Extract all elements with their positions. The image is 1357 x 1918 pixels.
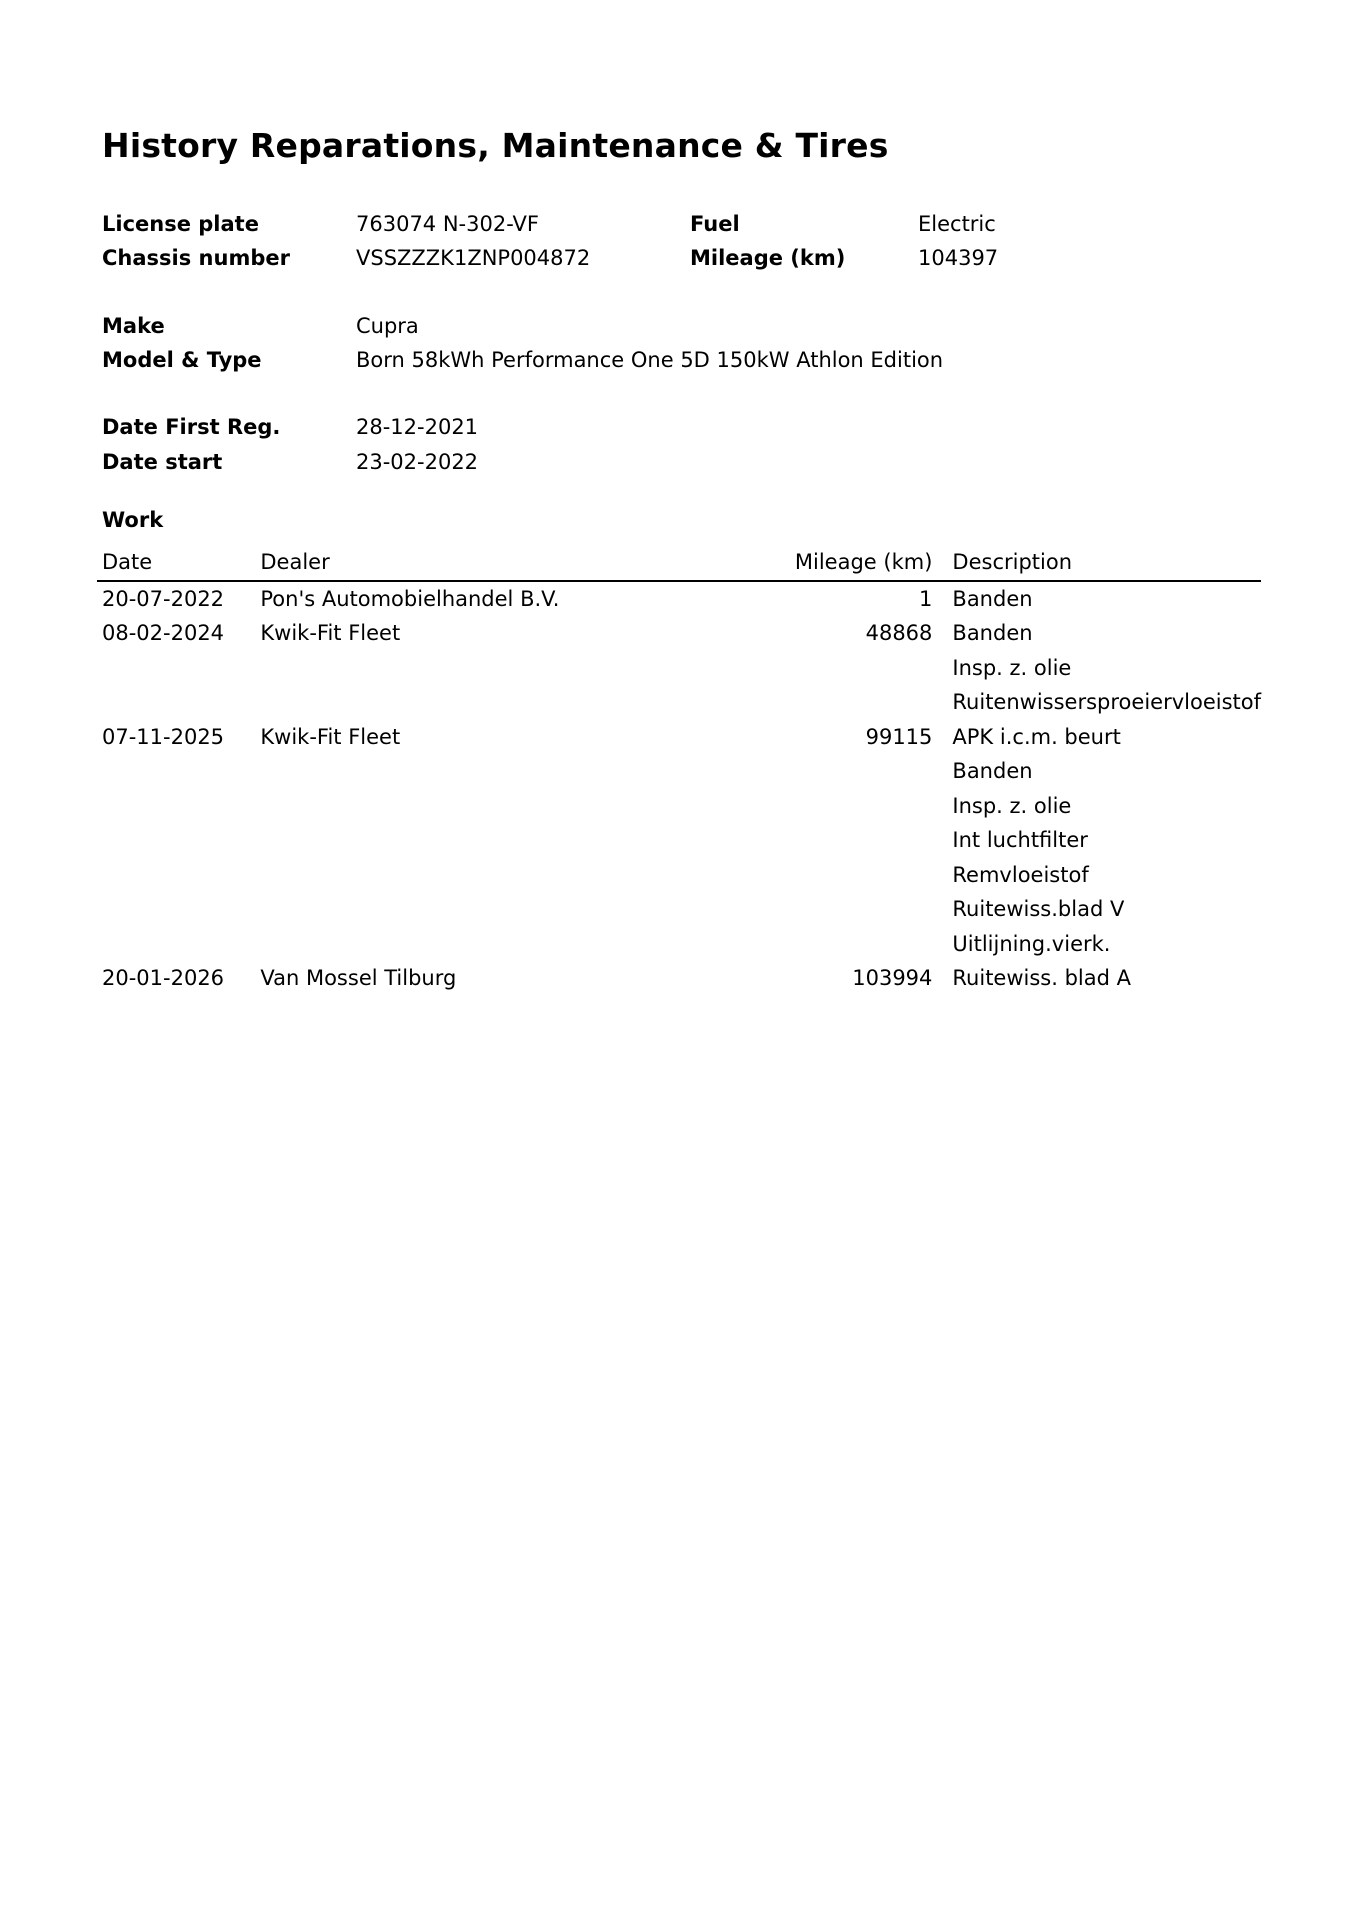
mileage-label: Mileage (km) xyxy=(690,246,846,270)
row-description: Banden xyxy=(952,586,1033,611)
row-date: 20-07-2022 xyxy=(102,586,225,611)
row-dealer xyxy=(260,754,668,789)
row-date xyxy=(97,789,260,824)
row-description: Ruitewiss. blad A xyxy=(952,966,1131,991)
row-description: Insp. z. olie xyxy=(952,655,1072,680)
row-dealer xyxy=(260,858,668,893)
table-row xyxy=(97,616,1261,651)
first-reg-value: 28-12-2021 xyxy=(356,415,479,439)
row-date: 08-02-2024 xyxy=(102,621,225,646)
table-row xyxy=(97,720,1261,755)
table-row xyxy=(97,892,1261,927)
table-row xyxy=(97,754,1261,789)
table-row xyxy=(97,789,1261,824)
row-date xyxy=(97,685,260,720)
license-plate-value: 763074 N-302-VF xyxy=(356,212,540,236)
header-dealer: Dealer xyxy=(260,545,668,581)
row-dealer: Kwik-Fit Fleet xyxy=(260,621,401,646)
make-label: Make xyxy=(102,314,165,338)
row-date xyxy=(97,754,260,789)
row-description: Banden xyxy=(952,759,1033,784)
work-table-header-row xyxy=(97,545,1261,581)
row-mileage: 1 xyxy=(919,586,933,611)
chassis-label: Chassis number xyxy=(102,246,290,270)
model-type-label: Model & Type xyxy=(102,348,262,372)
license-plate-label: License plate xyxy=(102,212,259,236)
model-type-value: Born 58kWh Performance One 5D 150kW Athlon Edition xyxy=(356,348,944,372)
table-row xyxy=(97,581,1261,617)
row-dealer: Pon's Automobielhandel B.V. xyxy=(260,586,560,611)
header-description: Description xyxy=(952,545,1261,581)
fuel-label: Fuel xyxy=(690,212,740,236)
row-description: Uitlijning.vierk. xyxy=(952,931,1111,956)
row-date xyxy=(97,858,260,893)
row-description: APK i.c.m. beurt xyxy=(952,724,1121,749)
row-dealer: Van Mossel Tilburg xyxy=(260,966,457,991)
chassis-value: VSSZZZK1ZNP004872 xyxy=(356,246,591,270)
table-row xyxy=(97,685,1261,720)
row-dealer xyxy=(260,789,668,824)
row-dealer: Kwik-Fit Fleet xyxy=(260,724,401,749)
row-date xyxy=(97,823,260,858)
table-row xyxy=(97,961,1261,996)
row-date xyxy=(97,927,260,962)
row-description: Insp. z. olie xyxy=(952,793,1072,818)
row-description: Banden xyxy=(952,621,1033,646)
date-start-label: Date start xyxy=(102,450,223,474)
row-mileage xyxy=(669,685,953,720)
row-date xyxy=(97,651,260,686)
row-description: Int luchtfilter xyxy=(952,828,1088,853)
row-dealer xyxy=(260,892,668,927)
page-title: History Reparations, Maintenance & Tires xyxy=(102,126,889,165)
row-date: 20-01-2026 xyxy=(102,966,225,991)
header-date: Date xyxy=(97,545,260,581)
row-mileage xyxy=(669,927,953,962)
row-mileage: 103994 xyxy=(852,966,933,991)
row-description: Ruitenwissersproeiervloeistof xyxy=(952,690,1261,715)
first-reg-label: Date First Reg. xyxy=(102,415,281,439)
row-description: Remvloeistof xyxy=(952,862,1089,887)
work-table xyxy=(97,545,1261,996)
row-date: 07-11-2025 xyxy=(102,724,225,749)
row-mileage xyxy=(669,651,953,686)
work-section-title: Work xyxy=(102,508,164,532)
row-mileage: 48868 xyxy=(865,621,933,646)
row-date xyxy=(97,892,260,927)
row-mileage xyxy=(669,754,953,789)
table-row xyxy=(97,823,1261,858)
row-mileage xyxy=(669,789,953,824)
table-row xyxy=(97,651,1261,686)
row-dealer xyxy=(260,651,668,686)
row-dealer xyxy=(260,927,668,962)
fuel-value: Electric xyxy=(918,212,996,236)
row-mileage xyxy=(669,823,953,858)
row-description: Ruitewiss.blad V xyxy=(952,897,1125,922)
row-mileage: 99115 xyxy=(865,724,933,749)
header-mileage: Mileage (km) xyxy=(669,545,953,581)
table-row xyxy=(97,927,1261,962)
row-dealer xyxy=(260,685,668,720)
mileage-value: 104397 xyxy=(918,246,999,270)
date-start-value: 23-02-2022 xyxy=(356,450,479,474)
row-mileage xyxy=(669,892,953,927)
table-row xyxy=(97,858,1261,893)
make-value: Cupra xyxy=(356,314,419,338)
row-mileage xyxy=(669,858,953,893)
row-dealer xyxy=(260,823,668,858)
